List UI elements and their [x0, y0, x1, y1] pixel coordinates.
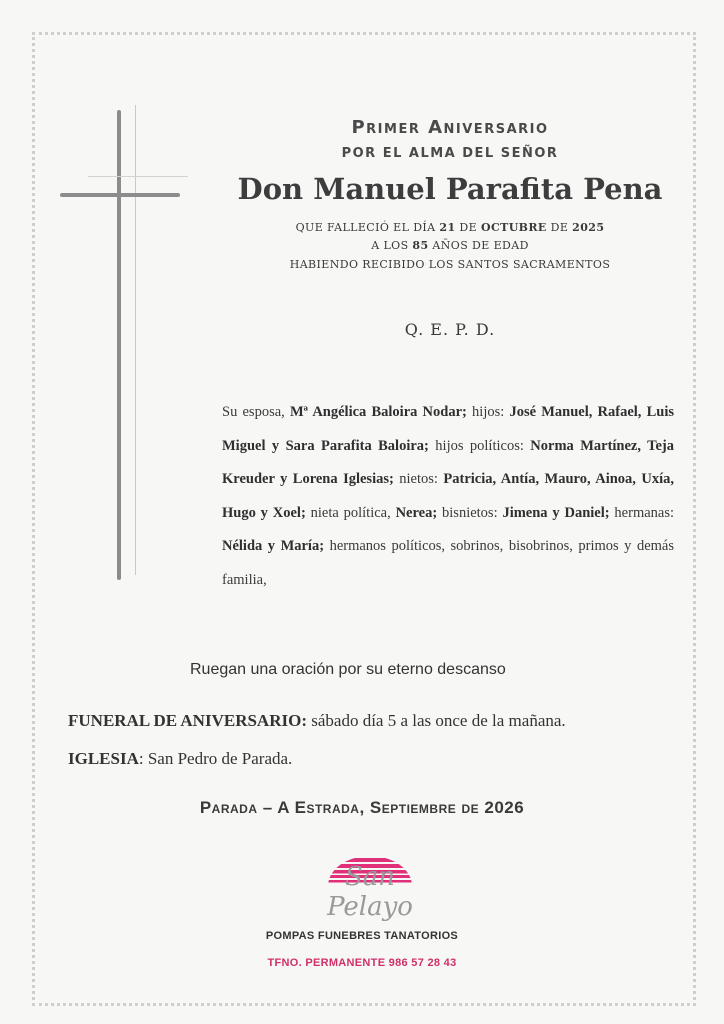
- anniversary-subtitle: POR EL ALMA DEL SEÑOR: [341, 146, 559, 161]
- place-date: Parada – A Estrada, Septiembre de 2026: [199, 798, 525, 817]
- logo-wordmark: San Pelayo: [327, 862, 413, 922]
- sacraments-line: HABIENDO RECIBIDO LOS SANTOS SACRAMENTOS: [289, 258, 611, 271]
- phone-number: TFNO. PERMANENTE 986 57 28 43: [267, 957, 457, 969]
- death-date-line: QUE FALLECIÓ EL DÍA 21 DE OCTUBRE DE 2025: [295, 221, 605, 234]
- deceased-name: Don Manuel Parafita Pena: [237, 172, 663, 206]
- company-name: POMPAS FUNEBRES TANATORIOS: [265, 930, 459, 942]
- prayer-request: Ruegan una oración por su eterno descanso: [190, 661, 506, 678]
- church-info: IGLESIA: San Pedro de Parada.: [68, 749, 293, 768]
- anniversary-title: Primer Aniversario: [351, 117, 549, 138]
- age-line: A LOS 85 AÑOS DE EDAD: [371, 239, 529, 252]
- qepd-text: Q. E. P. D.: [404, 320, 496, 339]
- funeral-info: FUNERAL DE ANIVERSARIO: sábado día 5 a las once de la mañana.: [68, 711, 566, 730]
- family-paragraph: Su esposa, Mª Angélica Baloira Nodar; hijos: José Manuel, Rafael, Luis Miguel y Sara Parafita Baloira; hijos políticos: Norma Martínez, Teja Kreuder y Lorena Iglesias; nietos: Patricia, Antía, Mauro, Ainoa, Uxía, Hugo y Xoel; nieta política, Nerea; bisnietos: Jimena y Daniel; hermanas: Nélida y María; hermanos políticos, sobrinos, bisobrinos, primos y demás familia,: [222, 404, 675, 588]
- cross-vertical-bar: [117, 110, 121, 580]
- cross-shadow-horizontal: [88, 176, 188, 177]
- cross-horizontal-bar: [60, 193, 180, 197]
